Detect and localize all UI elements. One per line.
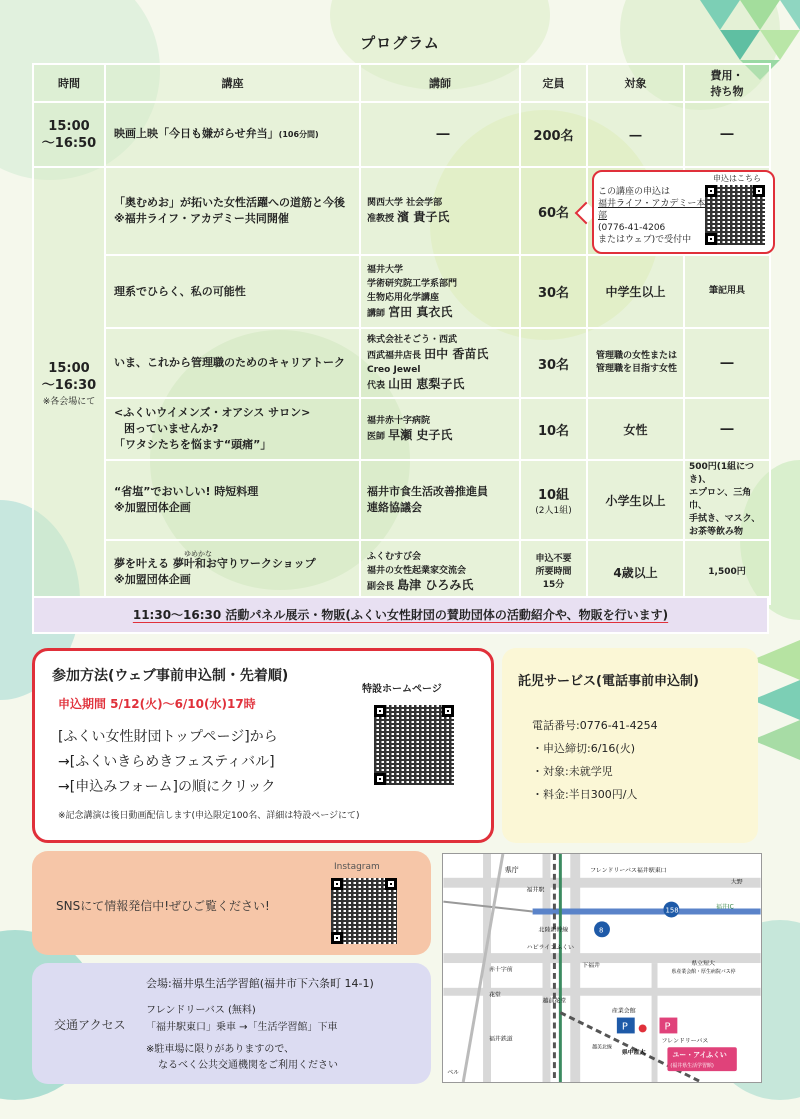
callout-line: この講座の申込は [598, 187, 671, 197]
time-cell [33, 102, 105, 167]
teacher-org: Creo Jewel [367, 365, 421, 375]
course-cell: いま、これから管理職のためのキャリアトーク [105, 328, 360, 398]
map-label: ハピラインふくい [526, 944, 574, 952]
access-note: なるべく公共交通機関をご利用ください [158, 1060, 338, 1071]
course-note: (106分間) [278, 130, 319, 139]
teacher-name: 濱 貴子氏 [397, 210, 450, 224]
course-cell [105, 460, 360, 540]
course-note: ※加盟団体企画 [114, 573, 191, 586]
exhibit-banner [32, 596, 769, 634]
application-note: ※記念講演は後日動画配信します(申込限定100名、詳細は特設ページにて) [58, 811, 360, 821]
map-label: 大野 [730, 878, 743, 886]
program-table [32, 63, 771, 605]
course-ruby: ゆめかな [184, 550, 212, 558]
table-row [33, 398, 770, 460]
teacher-cell [360, 398, 520, 460]
table-row [33, 102, 770, 167]
fee-line: 手拭き、マスク、 [689, 514, 761, 524]
parking-label: P [621, 1021, 628, 1033]
route-number: 158 [665, 906, 679, 915]
teacher-cell [360, 167, 520, 255]
childcare-deadline: ・申込締切:6/16(火) [532, 742, 635, 755]
childcare-target: ・対象:未就学児 [532, 765, 613, 778]
capacity-line: 申込不要 [535, 553, 572, 564]
map-label: 県中産大 [621, 1049, 646, 1057]
header-target: 対象 [587, 64, 684, 102]
childcare-phone: 電話番号:0776-41-4254 [532, 719, 658, 732]
venue-marker-icon [639, 1025, 647, 1033]
table-row [33, 328, 770, 398]
parking-label: P [664, 1021, 671, 1033]
header-time: 時間 [33, 64, 105, 102]
teacher-cell: ― [360, 102, 520, 167]
course-title: 「奥むめお」が拓いた女性活躍への道筋と今後 [114, 196, 345, 209]
map-label: 越前花堂 [542, 997, 567, 1005]
course-cell: 理系でひらく、私の可能性 [105, 255, 360, 328]
capacity-note: (2人1組) [535, 506, 572, 516]
map-label: 福井鉄道 [488, 1035, 513, 1043]
teacher-name: 早瀬 史子氏 [388, 428, 453, 442]
application-step: [ふくい女性財団トップページ]から [58, 729, 278, 745]
map-label: 県産業会館・厚生病院バス停 [671, 968, 736, 975]
header-course: 講座 [105, 64, 360, 102]
teacher-role: 講師 [367, 308, 389, 319]
map-label: 越美北線 [592, 1044, 612, 1051]
map-label: 福井駅 [526, 886, 545, 894]
target-cell: ― [587, 102, 684, 167]
access-route: 「福井駅東口」乗車 →「生活学習館」下車 [146, 1022, 338, 1033]
teacher-org: 生物応用化学講座 [367, 292, 440, 303]
map-label: ベル [447, 1069, 460, 1077]
target-cell: 小学生以上 [587, 460, 684, 540]
childcare-fee: ・料金:半日300円/人 [532, 788, 638, 801]
teacher-org: 福井の女性起業家交流会 [367, 566, 467, 576]
course-title: 困っていませんか? [124, 422, 219, 435]
fee-line: 500円(1組につき)、 [689, 462, 754, 485]
map-label: 県立短大 [691, 960, 715, 968]
header-fee-line2: 持ち物 [710, 85, 744, 98]
course-title: 映画上映「今日も嫌がらせ弁当」 [114, 127, 279, 140]
application-period: 申込期間 5/12(火)～6/10(水)17時 [58, 697, 256, 711]
course-note: ※加盟団体企画 [114, 501, 191, 514]
venue-sub: (福井県生活学習館) [670, 1063, 714, 1070]
course-title: <ふくいウイメンズ・オアシス サロン> [114, 406, 311, 419]
teacher-role: 副会長 [367, 582, 398, 592]
capacity-value: 10組 [537, 488, 570, 503]
capacity-line: 所要時間 [535, 566, 572, 577]
teacher-org: 福井赤十字病院 [367, 416, 431, 426]
time-end: ～16:30 [41, 378, 97, 393]
teacher-role: 准教授 [367, 214, 398, 224]
target-cell: 中学生以上 [587, 255, 684, 328]
application-step: →[申込みフォーム]の順にクリック [58, 779, 276, 795]
application-step: →[ふくいきらめきフェスティバル] [58, 754, 275, 770]
teacher-org: 関西大学 社会学部 [367, 198, 443, 208]
capacity-cell: 10名 [520, 398, 587, 460]
route-number: 8 [599, 926, 604, 935]
time-start: 15:00 [48, 361, 90, 376]
qr-code[interactable] [374, 705, 454, 785]
header-teacher: 講師 [360, 64, 520, 102]
capacity-cell: 30名 [520, 255, 587, 328]
time-cell [33, 167, 105, 604]
capacity-cell: 60名 [520, 167, 587, 255]
teacher-name: 田中 香苗氏 [424, 347, 489, 361]
map-label: フレンドリーバス福井駅東口 [590, 866, 667, 874]
course-cell [105, 398, 360, 460]
header-fee-line1: 費用・ [710, 69, 744, 82]
teacher-cell [360, 255, 520, 328]
fee-cell: ― [684, 102, 770, 167]
map-label: 産業会館 [611, 1007, 636, 1015]
target-cell: 女性 [587, 398, 684, 460]
decorative-triangles [752, 640, 800, 760]
course-note: ※福井ライフ・アカデミー共同開催 [114, 212, 289, 225]
callout-line: 福井ライフ・アカデミー本部 [598, 199, 706, 221]
time-note: ※各会場にて [42, 397, 96, 407]
access-title: 交通アクセス [54, 1018, 126, 1032]
teacher-org: 学術研究院工学系部門 [367, 278, 458, 289]
teacher-role: 医師 [367, 432, 389, 442]
table-row [33, 540, 770, 604]
target-cell [587, 328, 684, 398]
fee-cell: ― [684, 398, 770, 460]
capacity-cell [520, 460, 587, 540]
fee-line: お茶等飲み物 [689, 527, 744, 537]
time-end: ～16:50 [41, 135, 97, 151]
map-label: 県庁 [504, 865, 519, 874]
application-title: 参加方法(ウェブ事前申込制・先着順) [52, 668, 289, 684]
table-header-row [33, 64, 770, 102]
teacher-org: 株式会社そごう・西武 [367, 335, 458, 345]
teacher-role: 西武福井店長 [367, 351, 425, 361]
qr-code[interactable] [705, 185, 765, 245]
teacher-role: 代表 [367, 381, 389, 391]
instagram-label: Instagram [334, 862, 380, 872]
map-label: 赤十字前 [488, 965, 513, 973]
qr-code[interactable] [331, 878, 397, 944]
fee-cell: 1,500円 [684, 540, 770, 604]
teacher-cell [360, 328, 520, 398]
map-label: 福井IC [716, 903, 734, 911]
teacher-org: 連絡協議会 [367, 501, 422, 514]
callout-line: (0776-41-4206 [598, 223, 666, 233]
teacher-org: 福井市食生活改善推進員 [367, 485, 488, 498]
time-start: 15:00 [48, 118, 90, 134]
teacher-name: 宮田 真衣氏 [388, 304, 453, 319]
course-cell [105, 102, 360, 167]
map-label: 花堂 [488, 991, 501, 999]
fee-cell: 筆記用具 [684, 255, 770, 328]
teacher-cell [360, 460, 520, 540]
header-fee [684, 64, 770, 102]
table-row [33, 460, 770, 540]
fee-cell [684, 460, 770, 540]
capacity-cell: 30名 [520, 328, 587, 398]
teacher-org: 福井大学 [367, 264, 404, 275]
access-note: ※駐車場に限りがありますので、 [146, 1044, 295, 1055]
teacher-name: 山田 恵梨子氏 [388, 377, 465, 391]
fee-cell: ― [684, 328, 770, 398]
callout-text [598, 186, 708, 246]
access-venue: 会場:福井県生活学習館(福井市下六条町 14-1) [146, 977, 374, 990]
header-capacity: 定員 [520, 64, 587, 102]
childcare-title: 託児サービス(電話事前申込制) [518, 674, 699, 689]
teacher-org: ふくむすび会 [367, 552, 422, 562]
sns-text: SNSにて情報発信中!ぜひご覧ください! [56, 899, 270, 913]
map-label: フレンドリーバス [661, 1037, 709, 1045]
exhibit-text: 11:30～16:30 活動パネル展示・物販(ふくい女性財団の賛助団体の活動紹介や、物販を行います) [132, 608, 669, 622]
table-row [33, 255, 770, 328]
venue-name: ユー・アイふくい [672, 1051, 727, 1060]
capacity-cell [520, 540, 587, 604]
target-cell: 4歳以上 [587, 540, 684, 604]
course-cell [105, 167, 360, 255]
callout-line: またはウェブ)で受付中 [598, 235, 692, 245]
program-title: プログラム [360, 34, 440, 52]
access-map [442, 853, 762, 1083]
map-label: 下福井 [582, 962, 601, 970]
course-title: “省塩”でおいしい! 時短料理 [114, 485, 259, 498]
map-label: 北陸新幹線 [538, 926, 569, 934]
access-bus: フレンドリーバス (無料) [146, 1005, 256, 1016]
target-line: 管理職の女性または [596, 351, 678, 361]
callout-label: 申込はこちら [713, 174, 761, 183]
teacher-name: 島津 ひろみ氏 [397, 578, 474, 592]
capacity-line: 15分 [542, 579, 565, 590]
fee-line: エプロン、三角巾、 [689, 488, 752, 511]
special-page-label: 特設ホームページ [362, 684, 442, 695]
course-title: 「ワタシたちを悩ます“頭痛”」 [114, 438, 272, 451]
target-line: 管理職を目指す女性 [596, 364, 678, 374]
capacity-cell: 200名 [520, 102, 587, 167]
course-title: 夢を叶える 夢叶和お守りワークショップ [114, 557, 316, 570]
teacher-cell [360, 540, 520, 604]
course-cell [105, 540, 360, 604]
